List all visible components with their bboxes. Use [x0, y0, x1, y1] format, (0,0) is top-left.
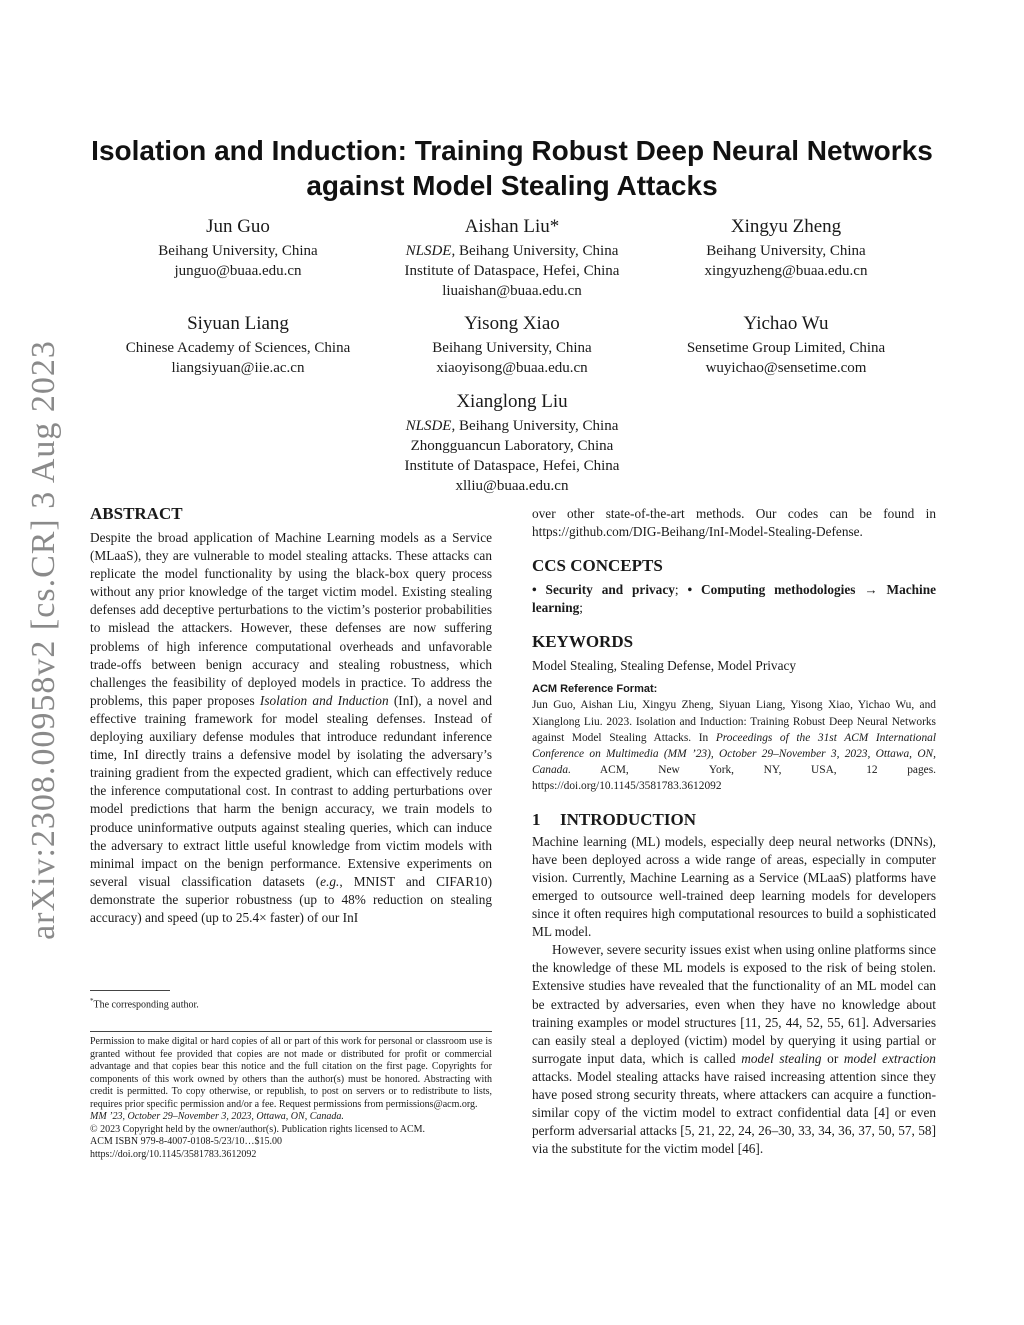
keywords-section	[532, 631, 936, 794]
author-name: Yisong Xiao	[464, 313, 560, 334]
abstract-section	[90, 503, 492, 927]
author-email: xiaoyisong@buaa.edu.cn	[436, 360, 588, 376]
author-affiliation: Beihang University, China	[158, 243, 318, 259]
author-affiliation: Beihang University, China	[432, 340, 592, 356]
abstract-heading: ABSTRACT	[90, 504, 183, 523]
introduction-section	[532, 809, 936, 1159]
title-line-2: against Model Stealing Attacks	[306, 170, 718, 201]
copyright-line: © 2023 Copyright held by the owner/author(s). Publication rights licensed to ACM.	[90, 1123, 426, 1135]
author-block	[364, 390, 660, 496]
permission-notice	[90, 1036, 492, 1161]
author-name: Xianglong Liu	[456, 391, 568, 412]
ccs-concepts: • Security and privacy; • Computing methodologies → Machine learning;	[532, 582, 937, 616]
author-email: junguo@buaa.edu.cn	[174, 263, 302, 279]
author-block	[364, 312, 660, 378]
abstract-continuation: over other state-of-the-art methods. Our codes can be found in https://github.com/DIG-Beihang/InI-Model-Stealing-Defense.	[532, 506, 936, 540]
author-affiliation: Zhongguancun Laboratory, China	[410, 438, 614, 454]
author-block	[364, 215, 660, 301]
author-block	[90, 215, 386, 281]
author-affiliation: Chinese Academy of Sciences, China	[125, 340, 351, 356]
intro-paragraph: However, severe security issues exist when using online platforms since the knowledge of these ML models is exposed to the risk of being stolen. Extensive studies have revealed that the functionality of an ML model can be extracted by adversaries, even when they have no knowledge about training examples or model structures [11, 25, 44, 52, 55, 61]. Adversaries can easily steal a deployed (victim) model by querying it using partial or surrogate input data, which is called model stealing or model extraction attacks. Model stealing attacks have raised increasing attention since they have posed strong security threats, where attackers can acquire a function-similar copy of the victim model to extract confidential data [4] or even perform adversarial attacks [5, 21, 22, 24, 26–30, 33, 34, 36, 37, 50, 57, 58] via the substitute for the victim model [46].	[532, 942, 936, 1157]
author-block	[638, 215, 934, 281]
acm-reference-label: ACM Reference Format:	[532, 683, 658, 696]
ccs-heading: CCS CONCEPTS	[532, 556, 663, 576]
doi-link[interactable]: https://doi.org/10.1145/3581783.3612092	[90, 1148, 257, 1160]
introduction-heading: 1 INTRODUCTION	[532, 809, 697, 829]
permission-text: Permission to make digital or hard copies of all or part of this work for personal or classroom use is granted without fee provided that copies are not made or distributed for profit or commercial advantage and that copies bear this notice and the full citation on the first page. Copyrights for components of this work owned by others than the author(s) must be honored. Abstracting with credit is permitted. To copy otherwise, or republish, to post on servers or to redistribute to lists, requires prior specific permission and/or a fee. Request permissions from permissions@acm.org.	[90, 1036, 492, 1110]
author-email: xingyuzheng@buaa.edu.cn	[704, 263, 868, 279]
footnote: *The corresponding author.	[90, 997, 199, 1011]
author-affiliation: Institute of Dataspace, Hefei, China	[404, 263, 620, 279]
author-name: Jun Guo	[206, 216, 270, 237]
author-block	[90, 312, 386, 378]
acm-reference-text: Jun Guo, Aishan Liu, Xingyu Zheng, Siyuan Liang, Yisong Xiao, Yichao Wu, and Xianglong Liu. 2023. Isolation and Induction: Training Robust Deep Neural Networks against Model Stealing Attacks. In Proceedings of the 31st ACM International Conference on Multimedia (MM ’23), October 29–November 3, 2023, Ottawa, ON, Canada. ACM, New York, NY, USA, 12 pages. https://doi.org/10.1145/3581783.3612092	[532, 699, 937, 793]
keywords-heading: KEYWORDS	[532, 632, 634, 652]
author-affiliation: Institute of Dataspace, Hefei, China	[404, 458, 620, 474]
intro-paragraph: Machine learning (ML) models, especially deep neural networks (DNNs), have been deployed across a wide range of areas, especially in computer vision. Currently, Machine Learning as a Service (MLaaS) platforms have emerged to outsource well-trained deep learning models for developers since it often requires high computational resources to build a sophisticated ML model.	[532, 833, 936, 940]
arxiv-identifier: arXiv:2308.00958v2 [cs.CR] 3 Aug 2023	[25, 340, 62, 940]
permission-divider	[90, 1031, 492, 1032]
keywords-text: Model Stealing, Stealing Defense, Model Privacy	[532, 658, 797, 674]
author-email: liangsiyuan@iie.ac.cn	[171, 360, 305, 376]
abstract-body: Despite the broad application of Machine Learning models as a Service (MLaaS), they are vulnerable to model stealing attacks. These attacks can replicate the model functionality by using the black-box query process without any prior knowledge of the target victim model. Existing stealing defenses add deceptive perturbations to the victim’s posterior probabilities to mislead the attackers. However, these defenses are now suffering problems of high inference computational overheads and unfavorable trade-offs between benign accuracy and stealing robustness, which challenges the feasibility of deployed models in practice. To address the problems, this paper proposes Isolation and Induction (InI), a novel and effective training framework for model stealing defenses. Instead of deploying auxiliary defense modules that introduce redundant inference time, InI directly trains a defensive model by isolating the adversary’s training gradient from the expected gradient, which can effectively reduce the inference computational cost. In contrast to adding perturbations over model predictions that harm the benign accuracy, we train models to produce uninformative outputs against stealing queries, which can induce the adversary to extract little useful knowledge from victim models with minimal impact on the benign performance. Extensive experiments on several visual classification datasets (e.g., MNIST and CIFAR10) demonstrate the superior robustness (up to 48% reduction on stealing accuracy) and speed (up to 25.4× faster) of our InI	[90, 530, 492, 925]
author-block	[638, 312, 934, 378]
author-email: xlliu@buaa.edu.cn	[455, 478, 569, 494]
right-column	[532, 505, 936, 1158]
author-affiliation: Beihang University, China	[706, 243, 866, 259]
author-affiliation: NLSDE, Beihang University, China	[405, 243, 619, 259]
isbn-line: ACM ISBN 979-8-4007-0108-5/23/10…$15.00	[90, 1136, 282, 1147]
author-name: Xingyu Zheng	[730, 216, 842, 237]
author-affiliation: Sensetime Group Limited, China	[686, 340, 886, 356]
footnote-divider	[90, 990, 170, 991]
paper-title	[90, 133, 934, 203]
author-name: Yichao Wu	[743, 313, 829, 334]
author-email: liuaishan@buaa.edu.cn	[442, 283, 582, 299]
ccs-section	[532, 555, 936, 617]
author-affiliation: NLSDE, Beihang University, China	[405, 418, 619, 434]
title-line-1: Isolation and Induction: Training Robust Deep Neural Networks	[91, 135, 933, 166]
author-name: Aishan Liu*	[464, 216, 560, 237]
author-email: wuyichao@sensetime.com	[705, 360, 867, 376]
conference-info: MM ’23, October 29–November 3, 2023, Ottawa, ON, Canada.	[90, 1111, 344, 1122]
author-name: Siyuan Liang	[187, 313, 289, 334]
